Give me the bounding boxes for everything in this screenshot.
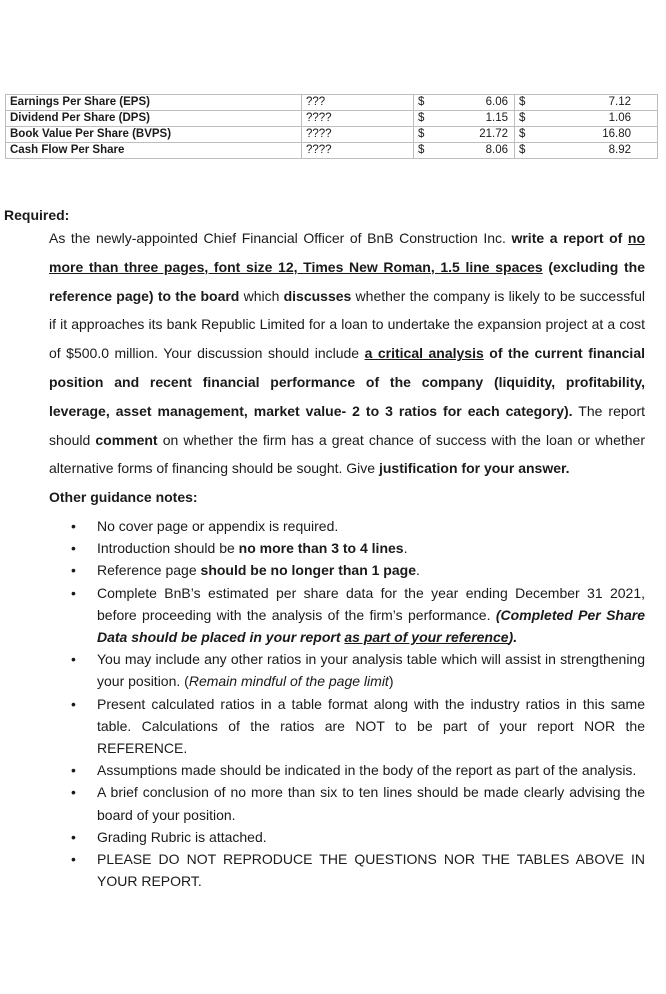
currency-symbol: $ (515, 95, 538, 111)
text-run: No cover page or appendix is required. (97, 518, 339, 534)
row-2021-value: ???? (302, 143, 414, 159)
bullet-icon: • (71, 540, 76, 557)
text-run: ). (508, 629, 518, 646)
text-run: Reference page (97, 562, 201, 579)
text-run: PLEASE DO NOT REPRODUCE THE QUESTIONS NOR THE TABLES ABOVE IN YOUR REPORT. (97, 851, 645, 890)
list-item (49, 826, 645, 848)
row-2019-value: 8.92 (537, 143, 658, 159)
text-run: should be no longer than 1 page (200, 562, 416, 579)
list-item (49, 781, 645, 825)
bullet-icon: • (71, 851, 76, 868)
required-heading: Required: (4, 207, 70, 223)
text-run: justification for your answer. (378, 460, 570, 477)
text-run: comment (95, 431, 158, 448)
guidance-heading: Other guidance notes: (49, 489, 198, 505)
text-run: You may include any other ratios in your analysis table which will assist in strengthening your position. ( (97, 651, 645, 690)
row-2020-value: 8.06 (436, 143, 515, 159)
bullet-icon: • (71, 828, 76, 845)
row-label: Earnings Per Share (EPS) (6, 95, 302, 111)
row-2020-value: 21.72 (436, 127, 515, 143)
currency-symbol: $ (414, 127, 437, 143)
guidance-list (49, 515, 645, 892)
bullet-icon: • (71, 651, 76, 668)
list-item (49, 648, 645, 692)
text-run: A brief conclusion of no more than six to ten lines should be made clearly advising the board of your position. (97, 784, 645, 823)
row-2020-value: 6.06 (436, 95, 515, 111)
text-run: whether the company is likely to be successful if it approaches its bank Republic Limited for a loan to undertake the expansion project at a cost of $500.0 million. Your discussion should include (49, 287, 645, 362)
row-2019-value: 1.06 (537, 111, 658, 127)
bullet-icon: • (71, 562, 76, 579)
currency-symbol: $ (414, 95, 437, 111)
row-label: Book Value Per Share (BVPS) (6, 127, 302, 143)
text-run: which (239, 287, 284, 304)
list-item (49, 848, 645, 892)
row-2021-value: ??? (302, 95, 414, 111)
text-run: (Completed Per Share Data should be placed in your report (97, 606, 646, 646)
text-run: The report should (49, 402, 645, 448)
table-row (6, 127, 658, 143)
text-run: no more than three pages, font size 12, Times New Roman, 1.5 line spaces (49, 230, 645, 275)
list-item (49, 582, 645, 649)
text-run: . (403, 540, 408, 557)
list-item (49, 759, 645, 781)
text-run: on whether the firm has a great chance of success with the loan or whether alternative forms of financing should be sought. Give (49, 431, 645, 477)
table-row (6, 143, 658, 159)
text-run: Grading Rubric is attached. (97, 828, 267, 845)
list-item (49, 559, 645, 581)
list-item (49, 515, 645, 537)
row-2021-value: ???? (302, 127, 414, 143)
currency-symbol: $ (515, 143, 538, 159)
text-run: ) (388, 673, 394, 690)
row-label: Dividend Per Share (DPS) (6, 111, 302, 127)
text-run: Assumptions made should be indicated in the body of the report as part of the analysis. (97, 762, 637, 779)
instructions-paragraph (49, 224, 645, 483)
text-run: no more than 3 to 4 lines (238, 540, 404, 557)
row-2019-value: 7.12 (537, 95, 658, 111)
text-run: a critical analysis (364, 345, 484, 362)
text-run: . (416, 562, 420, 579)
text-run: As the newly-appointed Chief Financial Officer of BnB Construction Inc. (49, 230, 512, 246)
text-run: Present calculated ratios in a table format along with the industry ratios in this same table. Calculations of the ratios are NOT to be part of your report NOR the REFERENCE. (97, 695, 645, 757)
row-2021-value: ???? (302, 111, 414, 127)
table-row (6, 95, 658, 111)
text-run: (excluding the reference page) to the board (49, 258, 645, 304)
table-row (6, 111, 658, 127)
bullet-icon: • (71, 762, 76, 779)
text-run: Complete BnB’s estimated per share data for the year ending December 31 2021, before proceeding with the analysis of the firm’s performance. (97, 584, 645, 623)
text-run: Introduction should be (97, 540, 239, 557)
currency-symbol: $ (414, 143, 437, 159)
row-label: Cash Flow Per Share (6, 143, 302, 159)
currency-symbol: $ (515, 111, 538, 127)
currency-symbol: $ (515, 127, 538, 143)
bullet-icon: • (71, 784, 76, 801)
list-item (49, 693, 645, 760)
text-run: discusses (283, 287, 352, 304)
per-share-table (5, 94, 658, 159)
text-run: Remain mindful of the page limit (188, 673, 389, 690)
row-2019-value: 16.80 (537, 127, 658, 143)
row-2020-value: 1.15 (436, 111, 515, 127)
text-run: of the current financial position and recent financial performance of the company (liquidity, profitability, leverage, asset management, market value- 2 to 3 ratios for each category). (49, 345, 645, 419)
bullet-icon: • (71, 518, 76, 534)
bullet-icon: • (71, 584, 76, 601)
currency-symbol: $ (414, 111, 437, 127)
text-run: as part of your reference (344, 629, 509, 646)
list-item (49, 537, 645, 559)
bullet-icon: • (71, 695, 76, 712)
text-run: write a report of (511, 230, 628, 246)
